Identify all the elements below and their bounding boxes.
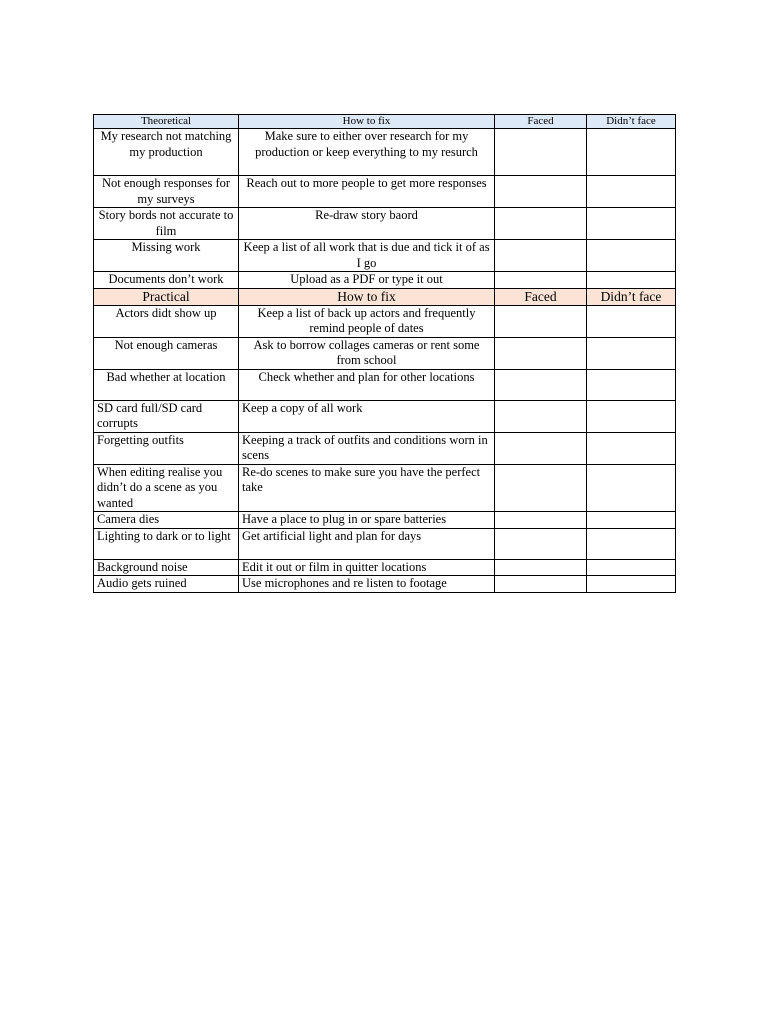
didnt-face-cell[interactable]: [587, 512, 676, 529]
fix-cell: Use microphones and re listen to footage: [239, 576, 495, 593]
didnt-face-cell[interactable]: [587, 240, 676, 272]
theoretical-header-row: [94, 115, 676, 129]
didnt-face-cell[interactable]: [587, 559, 676, 576]
table-row: [94, 176, 676, 208]
risk-cell: Camera dies: [94, 512, 239, 529]
header-didnt-face: Didn’t face: [587, 115, 676, 129]
faced-cell[interactable]: [495, 240, 587, 272]
header-faced: Faced: [495, 288, 587, 305]
risk-cell: Documents don’t work: [94, 272, 239, 289]
didnt-face-cell[interactable]: [587, 400, 676, 432]
didnt-face-cell[interactable]: [587, 208, 676, 240]
faced-cell[interactable]: [495, 305, 587, 337]
risk-cell: Background noise: [94, 559, 239, 576]
risk-cell: Actors didt show up: [94, 305, 239, 337]
fix-cell: Re-draw story baord: [239, 208, 495, 240]
faced-cell[interactable]: [495, 576, 587, 593]
faced-cell[interactable]: [495, 337, 587, 369]
table-row: [94, 576, 676, 593]
header-theoretical: Theoretical: [94, 115, 239, 129]
risk-cell: When editing realise you didn’t do a scene as you wanted: [94, 464, 239, 512]
didnt-face-cell[interactable]: [587, 129, 676, 176]
risk-cell: Story bords not accurate to film: [94, 208, 239, 240]
fix-cell: Ask to borrow collages cameras or rent some from school: [239, 337, 495, 369]
table-row: [94, 528, 676, 559]
faced-cell[interactable]: [495, 208, 587, 240]
fix-cell: Reach out to more people to get more responses: [239, 176, 495, 208]
fix-cell: Get artificial light and plan for days: [239, 528, 495, 559]
table-row: [94, 464, 676, 512]
didnt-face-cell[interactable]: [587, 176, 676, 208]
risk-cell: Forgetting outfits: [94, 432, 239, 464]
faced-cell[interactable]: [495, 369, 587, 400]
header-how-to-fix: How to fix: [239, 115, 495, 129]
fix-cell: Keep a copy of all work: [239, 400, 495, 432]
didnt-face-cell[interactable]: [587, 369, 676, 400]
fix-cell: Have a place to plug in or spare batteries: [239, 512, 495, 529]
fix-cell: Edit it out or film in quitter locations: [239, 559, 495, 576]
didnt-face-cell[interactable]: [587, 528, 676, 559]
header-practical: Practical: [94, 288, 239, 305]
faced-cell[interactable]: [495, 512, 587, 529]
fix-cell: Re-do scenes to make sure you have the perfect take: [239, 464, 495, 512]
header-didnt-face: Didn’t face: [587, 288, 676, 305]
didnt-face-cell[interactable]: [587, 432, 676, 464]
faced-cell[interactable]: [495, 176, 587, 208]
table-row: [94, 369, 676, 400]
fix-cell: Upload as a PDF or type it out: [239, 272, 495, 289]
table-row: [94, 240, 676, 272]
fix-cell: Keeping a track of outfits and conditions worn in scens: [239, 432, 495, 464]
fix-cell: Keep a list of back up actors and frequently remind people of dates: [239, 305, 495, 337]
risk-cell: Bad whether at location: [94, 369, 239, 400]
faced-cell[interactable]: [495, 129, 587, 176]
practical-header-row: [94, 288, 676, 305]
fix-cell: Keep a list of all work that is due and tick it of as I go: [239, 240, 495, 272]
fix-cell: Make sure to either over research for my production or keep everything to my resurch: [239, 129, 495, 176]
risk-cell: SD card full/SD card corrupts: [94, 400, 239, 432]
table-row: [94, 400, 676, 432]
fix-cell: Check whether and plan for other locations: [239, 369, 495, 400]
didnt-face-cell[interactable]: [587, 337, 676, 369]
header-how-to-fix: How to fix: [239, 288, 495, 305]
header-faced: Faced: [495, 115, 587, 129]
table-row: [94, 432, 676, 464]
table-row: [94, 305, 676, 337]
table-row: [94, 559, 676, 576]
risk-cell: My research not matching my production: [94, 129, 239, 176]
risk-table: [93, 114, 676, 593]
risk-cell: Missing work: [94, 240, 239, 272]
faced-cell[interactable]: [495, 272, 587, 289]
faced-cell[interactable]: [495, 464, 587, 512]
faced-cell[interactable]: [495, 432, 587, 464]
table-row: [94, 208, 676, 240]
table-row: [94, 272, 676, 289]
risk-cell: Lighting to dark or to light: [94, 528, 239, 559]
risk-cell: Audio gets ruined: [94, 576, 239, 593]
faced-cell[interactable]: [495, 400, 587, 432]
faced-cell[interactable]: [495, 559, 587, 576]
risk-cell: Not enough responses for my surveys: [94, 176, 239, 208]
didnt-face-cell[interactable]: [587, 464, 676, 512]
table-row: [94, 337, 676, 369]
table-row: [94, 129, 676, 176]
faced-cell[interactable]: [495, 528, 587, 559]
didnt-face-cell[interactable]: [587, 576, 676, 593]
didnt-face-cell[interactable]: [587, 272, 676, 289]
table-row: [94, 512, 676, 529]
risk-cell: Not enough cameras: [94, 337, 239, 369]
didnt-face-cell[interactable]: [587, 305, 676, 337]
